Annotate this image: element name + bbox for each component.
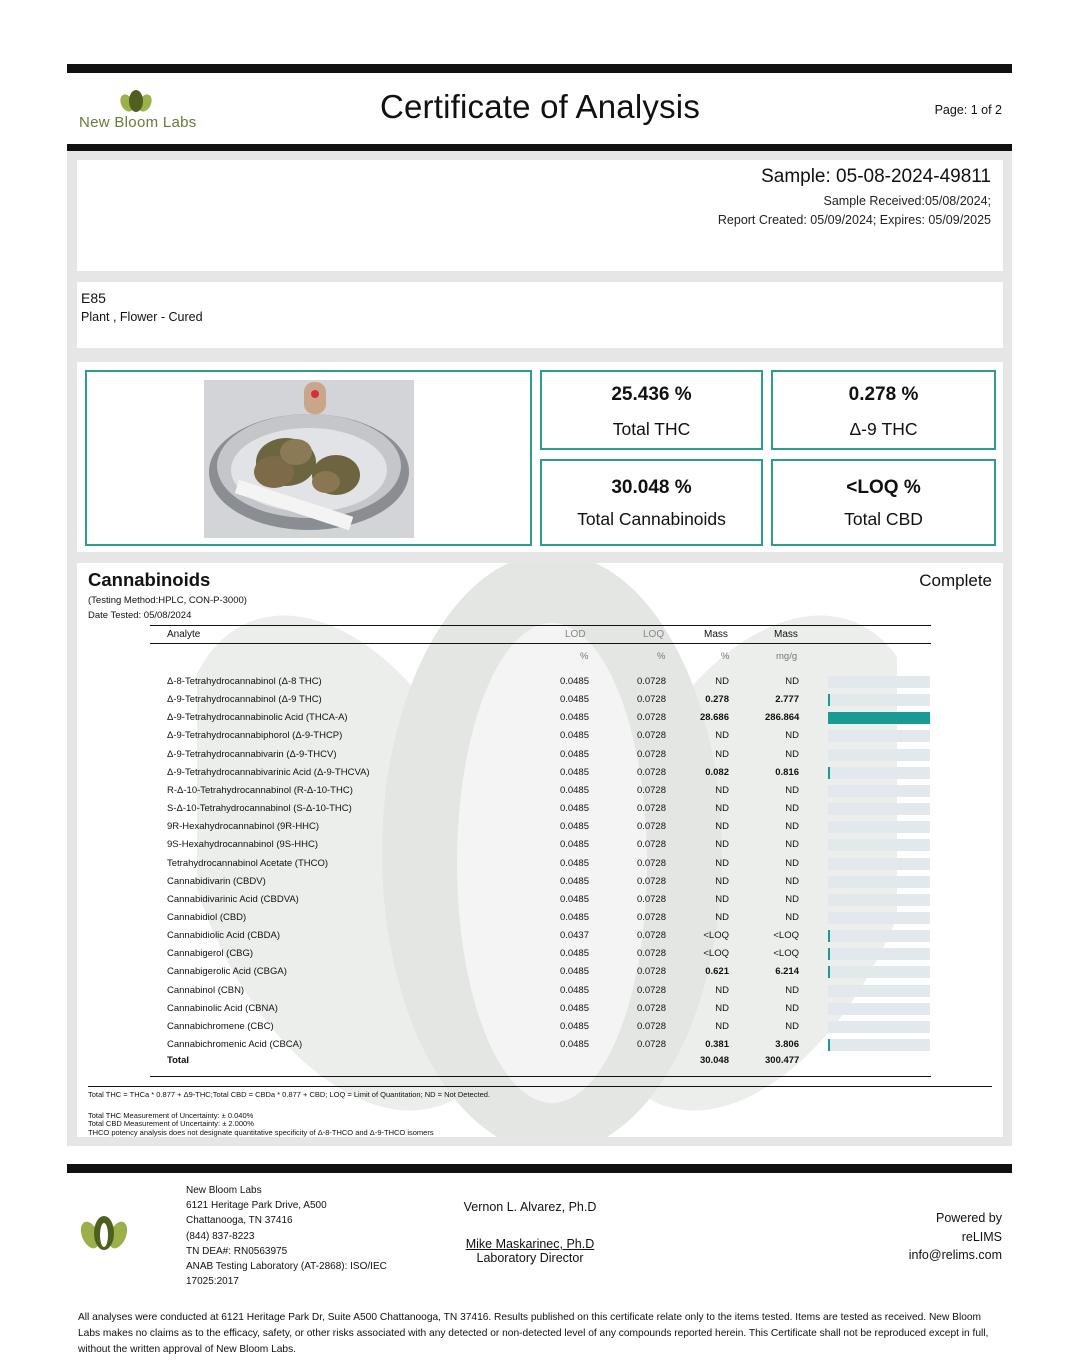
address-line: New Bloom Labs (186, 1185, 262, 1196)
section-status: Complete (919, 571, 992, 590)
analyte-name: Δ-9-Tetrahydrocannabiphorol (Δ-9-THCP) (167, 730, 343, 742)
analyte-name: Cannabigerolic Acid (CBGA) (167, 966, 287, 978)
unit-lod: % (580, 651, 589, 662)
analyte-name: Cannabichromene (CBC) (167, 1020, 274, 1032)
total-pct: 30.048 (699, 1055, 729, 1066)
potency-bar-fill (828, 694, 830, 706)
analyte-lod: 0.0485 (559, 803, 589, 815)
analyte-lod: 0.0485 (559, 784, 589, 796)
analyte-name: S-Δ-10-Tetrahydrocannabinol (S-Δ-10-THC) (167, 803, 352, 815)
notes-rule (88, 1086, 992, 1087)
d9-thc-value: 0.278 % (848, 384, 919, 405)
potency-bar-fill (828, 767, 830, 779)
powered-by-email[interactable]: info@relims.com (908, 1248, 1002, 1262)
potency-bar (828, 1039, 930, 1051)
table-row (77, 727, 1003, 745)
analyte-name: Δ-8-Tetrahydrocannabinol (Δ-8 THC) (167, 676, 322, 687)
page-title: Certificate of Analysis (379, 88, 701, 125)
total-cbd-card (771, 459, 996, 546)
sample-received: Sample Received:05/08/2024; (823, 194, 991, 208)
page-number: Page: 1 of 2 (934, 103, 1002, 117)
analyte-name: Cannabidiolic Acid (CBDA) (167, 930, 280, 942)
signer-2-block (440, 1237, 620, 1265)
analyte-loq: 0.0728 (636, 875, 666, 887)
analyte-mass-pct: ND (715, 730, 729, 742)
sample-photo-frame (85, 370, 532, 546)
potency-bar (828, 966, 930, 978)
address-line: ANAB Testing Laboratory (AT-2868): ISO/IEC (186, 1261, 387, 1273)
potency-bar (828, 730, 930, 742)
analyte-mass-pct: 0.278 (705, 694, 729, 706)
potency-bar (828, 694, 930, 706)
signer-2-name: Mike Maskarinec, Ph.D (465, 1237, 595, 1251)
analyte-mass-pct: 0.082 (705, 766, 729, 778)
analyte-mass-pct: <LOQ (703, 948, 729, 960)
address-line: 17025:2017 (186, 1276, 239, 1288)
analyte-loq: 0.0728 (636, 676, 666, 687)
analyte-mass-pct: ND (715, 893, 729, 905)
potency-bar (828, 948, 930, 960)
analyte-loq: 0.0728 (636, 784, 666, 796)
analyte-name: Δ-9-Tetrahydrocannabinolic Acid (THCA-A) (167, 712, 348, 724)
potency-bar-fill (828, 712, 930, 724)
powered-by-label: Powered by (935, 1211, 1002, 1225)
analyte-name: Cannabichromenic Acid (CBCA) (167, 1039, 303, 1050)
analyte-mass-mg: ND (785, 984, 799, 996)
analyte-lod: 0.0485 (559, 911, 589, 923)
analyte-mass-pct: ND (715, 803, 729, 815)
potency-bar-fill (828, 930, 830, 942)
analyte-mass-mg: <LOQ (773, 930, 799, 942)
table-row (77, 1000, 1003, 1018)
bloom-logo-icon (119, 88, 153, 114)
table-row (77, 855, 1003, 873)
analyte-mass-pct: ND (715, 839, 729, 851)
analyte-mass-mg: ND (785, 857, 799, 869)
analyte-loq: 0.0728 (636, 1039, 666, 1050)
lab-address (186, 1183, 387, 1289)
analyte-loq: 0.0728 (636, 966, 666, 978)
unit-loq: % (657, 651, 666, 662)
analyte-mass-pct: ND (715, 857, 729, 869)
table-row (77, 691, 1003, 709)
analyte-mass-mg: ND (785, 784, 799, 796)
analyte-mass-pct: 28.686 (699, 712, 729, 724)
table-row (77, 818, 1003, 836)
testing-method: (Testing Method:HPLC, CON-P-3000) (88, 595, 247, 606)
lab-logo (79, 88, 209, 136)
analyte-mass-mg: ND (785, 730, 799, 742)
analyte-mass-pct: 0.621 (705, 966, 729, 978)
table-row (77, 909, 1003, 927)
analyte-mass-pct: ND (715, 1002, 729, 1014)
total-thc-label: Total THC (612, 419, 691, 439)
analyte-lod: 0.0485 (559, 694, 589, 706)
analyte-lod: 0.0485 (559, 1039, 589, 1050)
potency-bar (828, 785, 930, 797)
flower-sample-image (204, 380, 414, 538)
analyte-mass-pct: ND (715, 821, 729, 833)
disclaimer: All analyses were conducted at 6121 Heritage Park Dr, Suite A500 Chattanooga, TN 37416. Results published on this certificate relate only to the items tested. Items are tested as received. New Bloom Labs makes no claims as to the efficacy, safety, or other risks associated with any detected or non-detected level of any compounds reported herein. This Certificate shall not be reproduced except in full, without the written approval of New Bloom Labs. (78, 1312, 989, 1355)
table-row (77, 709, 1003, 727)
analyte-name: Tetrahydrocannabinol Acetate (THCO) (167, 857, 329, 869)
analyte-name: Δ-9-Tetrahydrocannabinol (Δ-9 THC) (167, 694, 322, 706)
analyte-loq: 0.0728 (636, 1020, 666, 1032)
note-thco: THCO potency analysis does not designate quantitative specificity of Δ-8-THCO and Δ-9-THCO isomers (88, 1128, 434, 1137)
potency-bar-fill (828, 1039, 830, 1051)
analyte-loq: 0.0728 (636, 712, 666, 724)
analyte-loq: 0.0728 (636, 984, 666, 996)
analyte-mass-mg: 0.816 (775, 766, 799, 778)
address-line: Chattanooga, TN 37416 (186, 1215, 293, 1227)
table-row (77, 800, 1003, 818)
analyte-loq: 0.0728 (636, 803, 666, 815)
analyte-loq: 0.0728 (636, 766, 666, 778)
analyte-lod: 0.0485 (559, 712, 589, 724)
analyte-mass-mg: 6.214 (775, 966, 799, 978)
potency-bar (828, 839, 930, 851)
potency-bar (828, 712, 930, 724)
analyte-loq: 0.0728 (636, 1002, 666, 1014)
analyte-lod: 0.0485 (559, 748, 589, 760)
address-line: 6121 Heritage Park Drive, A500 (186, 1200, 327, 1212)
total-cannabinoids-card (540, 459, 763, 546)
analyte-loq: 0.0728 (636, 748, 666, 760)
analyte-mass-pct: 0.381 (705, 1039, 729, 1050)
signer-2-title: Laboratory Director (476, 1251, 584, 1265)
table-row (77, 746, 1003, 764)
analyte-loq: 0.0728 (636, 948, 666, 960)
potency-bar (828, 821, 930, 833)
table-header-rule (150, 643, 931, 644)
analyte-mass-mg: ND (785, 1002, 799, 1014)
address-line: (844) 837-8223 (186, 1230, 255, 1242)
potency-bar (828, 930, 930, 942)
analyte-lod: 0.0485 (559, 875, 589, 887)
analyte-mass-mg: ND (785, 893, 799, 905)
address-line: TN DEA#: RN0563975 (186, 1245, 288, 1257)
summary-box (77, 362, 1003, 552)
note-cbd-uncertainty: Total CBD Measurement of Uncertainty: ± 2.000% (88, 1119, 254, 1128)
analyte-loq: 0.0728 (636, 930, 666, 942)
potency-bar-fill (828, 948, 830, 960)
table-row (77, 982, 1003, 1000)
powered-by-block (909, 1209, 1002, 1265)
analyte-mass-pct: ND (715, 1020, 729, 1032)
analyte-lod: 0.0485 (559, 839, 589, 851)
table-row (77, 963, 1003, 981)
analyte-lod: 0.0485 (559, 857, 589, 869)
footer-rule (67, 1164, 1012, 1173)
potency-bar (828, 858, 930, 870)
analyte-mass-mg: ND (785, 821, 799, 833)
analyte-lod: 0.0485 (559, 1020, 589, 1032)
total-thc-value: 25.436 % (611, 384, 692, 405)
analyte-mass-mg: ND (785, 803, 799, 815)
table-row (77, 764, 1003, 782)
table-row (77, 1018, 1003, 1036)
potency-bar (828, 767, 930, 779)
sample-photo (204, 380, 414, 538)
analyte-lod: 0.0485 (559, 676, 589, 687)
analyte-name: 9R-Hexahydrocannabinol (9R-HHC) (167, 821, 320, 833)
date-tested: Date Tested: 05/08/2024 (88, 610, 192, 621)
total-cbd-label: Total CBD (844, 509, 923, 529)
analyte-mass-mg: <LOQ (773, 948, 799, 960)
analyte-name: R-Δ-10-Tetrahydrocannabinol (R-Δ-10-THC) (167, 784, 353, 796)
col-analyte: Analyte (167, 629, 201, 640)
note-formula: Total THC = THCa * 0.877 + Δ9-THC;Total CBD = CBDa * 0.877 + CBD; LOQ = Limit of Quantitation; ND = Not Detected. (88, 1090, 490, 1099)
col-lod: LOD (565, 629, 586, 640)
sample-id: Sample: 05-08-2024-49811 (761, 166, 991, 187)
product-info-box (77, 282, 1003, 348)
table-row (77, 945, 1003, 963)
analyte-name: Cannabinol (CBN) (167, 984, 245, 996)
powered-by-name: reLIMS (961, 1229, 1002, 1244)
total-thc-card (540, 370, 763, 450)
analyte-lod: 0.0485 (559, 1002, 589, 1014)
total-row (77, 1052, 1003, 1070)
analyte-loq: 0.0728 (636, 821, 666, 833)
potency-bar (828, 912, 930, 924)
table-row (77, 873, 1003, 891)
unit-mass-mg: mg/g (776, 651, 798, 662)
analyte-name: 9S-Hexahydrocannabinol (9S-HHC) (167, 839, 319, 851)
analyte-mass-pct: ND (715, 984, 729, 996)
col-mass-pct: Mass (704, 629, 728, 640)
analyte-mass-mg: ND (785, 911, 799, 923)
analyte-loq: 0.0728 (636, 839, 666, 851)
header-rule (67, 144, 1012, 151)
analyte-name: Cannabidivarin (CBDV) (167, 875, 266, 887)
analyte-mass-pct: ND (715, 748, 729, 760)
unit-mass-pct: % (721, 651, 730, 662)
analyte-name: Cannabidivarinic Acid (CBDVA) (167, 893, 299, 905)
table-top-rule (150, 625, 931, 626)
analyte-name: Cannabinolic Acid (CBNA) (167, 1002, 278, 1014)
analyte-mass-mg: 286.864 (765, 712, 800, 724)
table-row (77, 836, 1003, 854)
col-mass-mg: Mass (774, 629, 798, 640)
table-row (77, 927, 1003, 945)
analyte-mass-mg: ND (785, 839, 799, 851)
analyte-mass-pct: <LOQ (703, 930, 729, 942)
lab-name: New Bloom Labs (79, 114, 197, 131)
table-bottom-rule (150, 1076, 931, 1077)
analyte-mass-mg: ND (785, 875, 799, 887)
analyte-lod: 0.0485 (559, 766, 589, 778)
total-cannabinoids-value: 30.048 % (611, 477, 692, 498)
table-row (77, 782, 1003, 800)
analyte-mass-pct: ND (715, 911, 729, 923)
analyte-lod: 0.0485 (559, 730, 589, 742)
d9-thc-card (771, 370, 996, 450)
col-loq: LOQ (643, 629, 665, 640)
top-rule (67, 64, 1012, 73)
section-title: Cannabinoids (88, 569, 211, 590)
potency-bar (828, 749, 930, 761)
potency-bar (828, 1003, 930, 1015)
product-type: Plant , Flower - Cured (81, 310, 203, 324)
analyte-loq: 0.0728 (636, 893, 666, 905)
total-cannabinoids-label: Total Cannabinoids (577, 509, 726, 529)
analyte-name: Cannabigerol (CBG) (167, 948, 254, 960)
analyte-lod: 0.0485 (559, 893, 589, 905)
table-row (77, 891, 1003, 909)
analyte-mass-mg: ND (785, 1020, 799, 1032)
report-dates: Report Created: 05/09/2024; Expires: 05/09/2025 (717, 213, 991, 227)
potency-bar-fill (828, 966, 830, 978)
analyte-mass-pct: ND (715, 875, 729, 887)
analyte-lod: 0.0485 (559, 948, 589, 960)
analyte-name: Δ-9-Tetrahydrocannabivarin (Δ-9-THCV) (167, 748, 337, 760)
total-cbd-value: <LOQ % (846, 477, 921, 498)
d9-thc-label: Δ-9 THC (849, 419, 918, 439)
analyte-lod: 0.0437 (559, 930, 589, 942)
analyte-loq: 0.0728 (636, 730, 666, 742)
analyte-mass-mg: ND (785, 748, 799, 760)
total-mg: 300.477 (765, 1055, 800, 1066)
analyte-mass-mg: 3.806 (775, 1039, 799, 1050)
analyte-mass-pct: ND (715, 676, 729, 687)
analyte-mass-mg: 2.777 (775, 694, 799, 706)
analyte-mass-pct: ND (715, 784, 729, 796)
table-row (77, 673, 1003, 691)
sample-info-box (77, 160, 1003, 271)
analyte-mass-mg: ND (785, 676, 799, 687)
analyte-lod: 0.0485 (559, 984, 589, 996)
potency-bar (828, 894, 930, 906)
potency-bar (828, 985, 930, 997)
analyte-name: Cannabidiol (CBD) (167, 911, 247, 923)
signer-1: Vernon L. Alvarez, Ph.D (463, 1200, 597, 1214)
analyte-name: Δ-9-Tetrahydrocannabivarinic Acid (Δ-9-THCVA) (167, 766, 370, 778)
product-name: E85 (81, 290, 106, 306)
footer-logo-icon (79, 1213, 129, 1253)
cannabinoids-section (77, 563, 1003, 1137)
potency-bar (828, 676, 930, 688)
potency-bar (828, 803, 930, 815)
analyte-lod: 0.0485 (559, 821, 589, 833)
potency-bar (828, 1021, 930, 1033)
total-label: Total (167, 1055, 189, 1066)
analyte-loq: 0.0728 (636, 694, 666, 706)
analyte-loq: 0.0728 (636, 911, 666, 923)
analyte-lod: 0.0485 (559, 966, 589, 978)
potency-bar (828, 876, 930, 888)
note-thc-uncertainty: Total THC Measurement of Uncertainty: ± 0.040% (88, 1111, 254, 1120)
analyte-loq: 0.0728 (636, 857, 666, 869)
